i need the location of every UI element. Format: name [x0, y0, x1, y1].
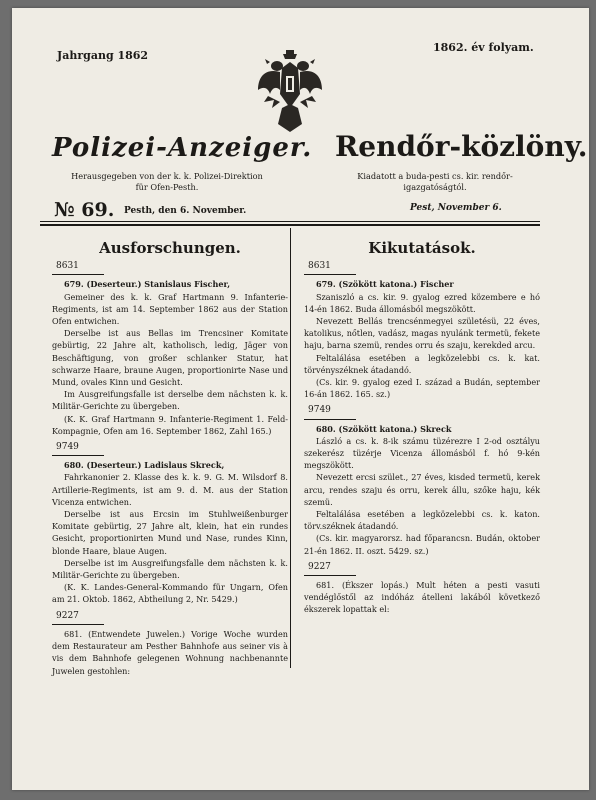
publisher-de: Herausgegeben von der k. k. Polizei-Direktion für Ofen-Pesth.	[71, 171, 263, 193]
item-ref: 9227	[308, 561, 331, 572]
date-hu: Pest, November 6.	[410, 203, 502, 213]
item-citation: (K. K. Landes-General-Kommando für Ungarn, Ofen am 21. Oktob. 1862, Abtheilung 2, Nr. 5429.)	[52, 582, 288, 605]
item-ref: 8631	[56, 261, 79, 272]
column-german	[52, 234, 288, 677]
title-hungarian: Rendőr-közlöny.	[335, 130, 588, 163]
section-heading-de: Ausforschungen.	[99, 239, 241, 257]
ref-rule	[304, 575, 356, 576]
item-ref: 9749	[56, 442, 79, 453]
column-hungarian	[304, 234, 540, 616]
item-paragraph: Feltalálása esetében a legközelebbi cs. k. katon. törv.széknek átadandó.	[304, 509, 540, 532]
item-paragraph: Derselbe ist im Ausgreifungsfalle dem nächsten k. k. Militär-Gerichte zu übergeben.	[52, 557, 288, 581]
item-citation: (Cs. kir. magyarorsz. had főparancsn. Budán, oktober 21-én 1862. II. oszt. 5429. sz.)	[304, 533, 540, 556]
item-paragraph: Derselbe ist aus Ercsin im Stuhlweißenburger Komitate gebürtig, 27 Jahre alt, klein, hat ein rundes Gesicht, proportionirten Mund und Nase, rundes Kinn, blonde Haare, blaue Augen.	[52, 509, 288, 556]
item-paragraph: Nevezett ercsi szület., 27 éves, kisded termetü, kerek arcu, rendes szaju és orru, kerek állu, szőke haju, kék szemü.	[304, 472, 540, 507]
item-lead: 681. (Ékszer lopás.) Mult héten a pesti vasuti vendéglőstől az indóház átelleni lakából következő ékszerek lopattak el:	[304, 580, 540, 615]
item-lead: 681. (Entwendete Juwelen.) Vorige Woche wurden dem Restaurateur am Pesther Bahnhofe aus seiner vis à vis dem Bahnhofe gelegenen Wohnung nachbenannte Juwelen gestohlen:	[52, 628, 288, 676]
volume-year-de: Jahrgang 1862	[57, 49, 149, 62]
item-citation: (Cs. kir. 9. gyalog ezed I. század a Budán, september 16-án 1862. 165. sz.)	[304, 377, 540, 400]
item-ref: 9227	[56, 610, 79, 621]
publisher-hu: Kiadatott a buda-pesti cs. kir. rendőr- igazgatóságtól.	[357, 171, 513, 193]
date-de: Pesth, den 6. November.	[124, 206, 247, 216]
ref-rule	[304, 419, 356, 420]
volume-year-hu: 1862. év folyam.	[433, 41, 534, 54]
item-paragraph: Fahrkanonier 2. Klasse des k. k. 9. G. M. Wilsdorf 8. Artillerie-Regiments, ist am 9. d. M. aus der Station Vicenza entwichen.	[52, 472, 288, 507]
ref-rule	[304, 274, 356, 275]
item-paragraph: Derselbe ist aus Bellas im Trencsiner Komitate gebürtig, 22 Jahre alt, katholisch, ledig, Jäger von Beschäftigung, von großer schlanker Statur, hat schwarze Haare, braune Augen, proportionirte Nase und Mund, ovales Kinn und Gesicht.	[52, 328, 288, 388]
item-ref: 9749	[308, 405, 331, 416]
title-german: Polizei-Anzeiger.	[52, 133, 313, 163]
item-paragraph: Gemeiner des k. k. Graf Hartmann 9. Infanterie-Regiments, ist am 14. September 1862 aus der Station Ofen entwichen.	[52, 291, 288, 327]
item-paragraph: Szaniszló a cs. kir. 9. gyalog ezred közembere e hó 14-én 1862. Buda állomásból megszökött.	[304, 291, 540, 314]
ref-rule	[52, 455, 104, 456]
item-paragraph: Nevezett Bellás trencsénmegyei születésü, 22 éves, katolikus, nőtlen, vadász, magas nyulánk termetü, fekete haju, barna szemü, rendes orru és szaju, kerekded arcu.	[304, 316, 540, 351]
double-headed-eagle-crest-icon	[256, 46, 324, 136]
masthead-rule-thin	[40, 221, 540, 222]
ref-rule	[52, 274, 104, 275]
item-citation: (K. K. Graf Hartmann 9. Infanterie-Regiment 1. Feld-Kompagnie, Ofen am 16. September 1862, Zahl 165.)	[52, 413, 288, 436]
item-lead: 680. (Deserteur.) Ladislaus Skreck,	[64, 460, 225, 471]
issue-number: № 69.	[54, 199, 115, 221]
item-lead: 679. (Szökött katona.) Fischer	[316, 279, 454, 290]
item-ref: 8631	[308, 261, 331, 272]
item-lead: 680. (Szökött katona.) Skreck	[316, 423, 452, 434]
ref-rule	[52, 624, 104, 625]
masthead-rule-thick	[40, 224, 540, 226]
section-heading-hu: Kikutatások.	[368, 239, 476, 257]
item-paragraph: Feltalálása esetében a legközelebbi cs. k. kat. törvényszéknek átadandó.	[304, 352, 540, 375]
column-divider	[290, 228, 291, 668]
item-paragraph: Im Ausgreifungsfalle ist derselbe dem nächsten k. k. Militär-Gerichte zu übergeben.	[52, 389, 288, 412]
item-paragraph: László a cs. k. 8-ik számu tüzérezre I 2-od osztályu szekerész tüzérje Vicenza állomásból f. hó 9-kén megszökött.	[304, 435, 540, 471]
item-lead: 679. (Deserteur.) Stanislaus Fischer,	[64, 279, 231, 290]
